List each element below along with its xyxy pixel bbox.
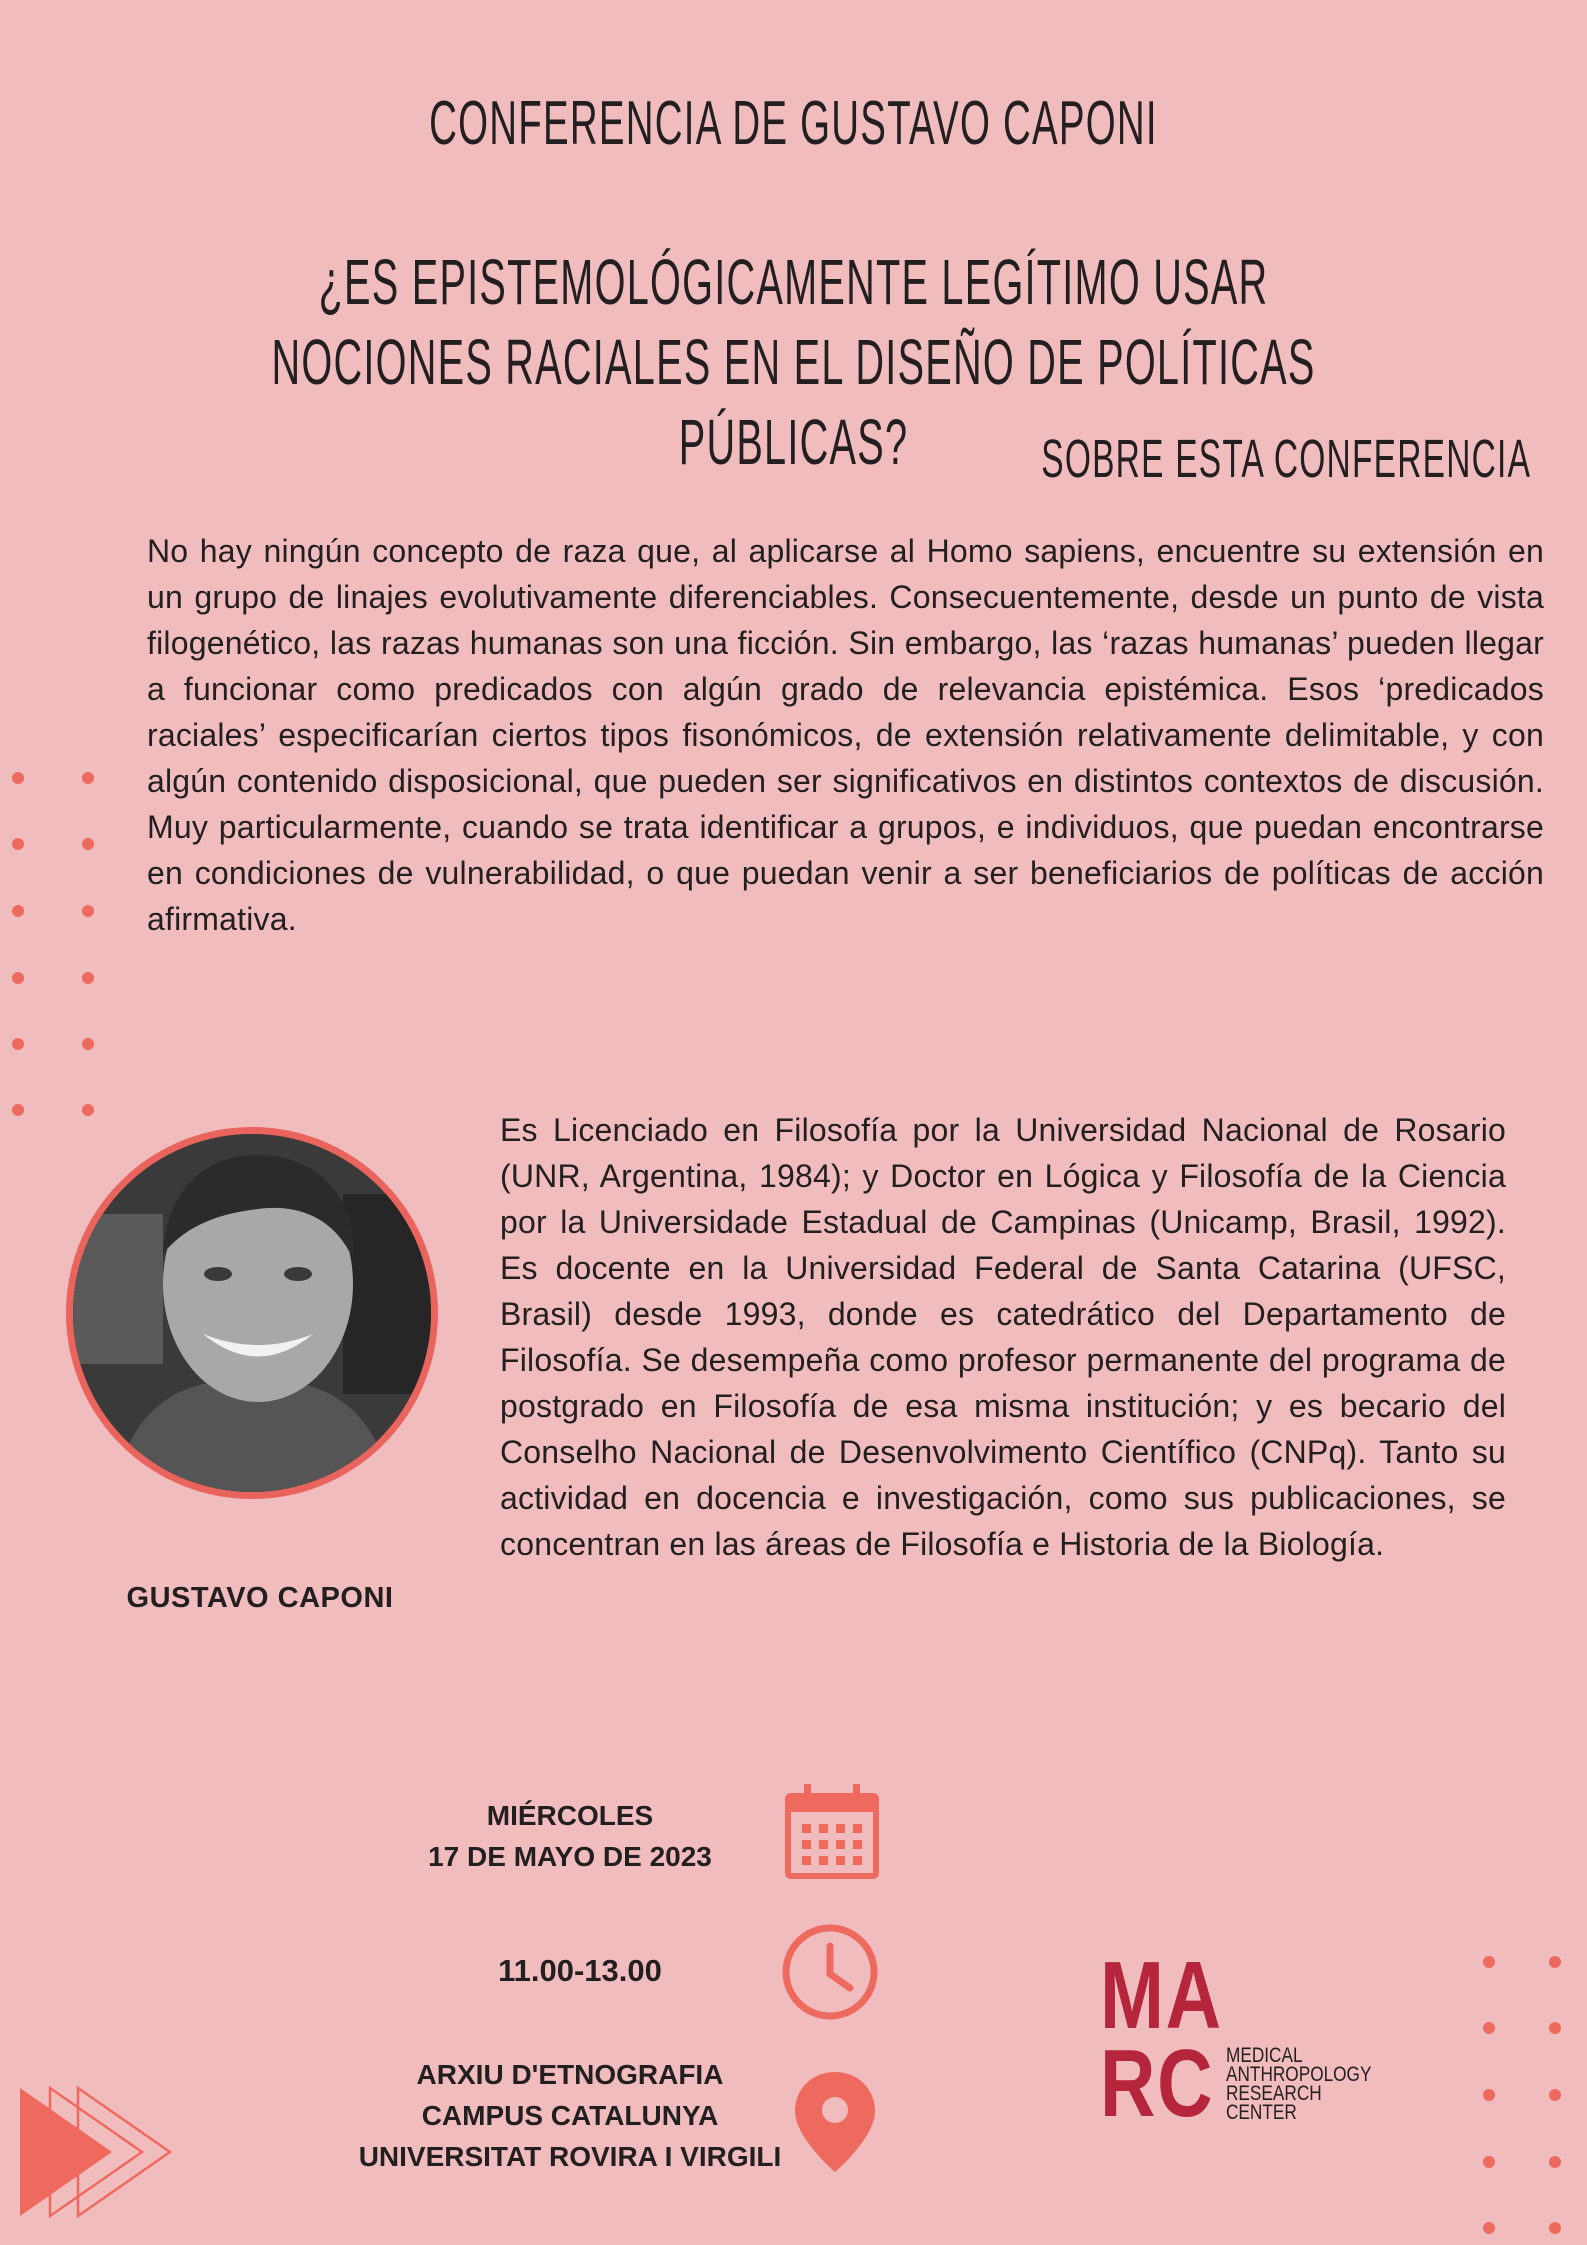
logo-letters-bottom: RC xyxy=(1100,2030,1215,2137)
event-day: MIÉRCOLES xyxy=(486,1800,654,1831)
play-arrows-icon xyxy=(18,2082,178,2227)
location-pin-icon xyxy=(793,2070,877,2179)
logo-sub-1: MEDICAL xyxy=(1226,2044,1303,2067)
speaker-bio: Es Licenciado en Filosofía por la Universidad Nacional de Rosario (UNR, Argentina, 1984); y Doctor en Lógica y Filosofía de la Ciencia por la Universidade Estadual de Campinas (Unicamp, Brasil, 1992). Es docente en la Universidad Federal de Santa Catarina (UFSC, Brasil) desde 1993, donde es catedrático del Departamento de Filosofía. Se desempeña como profesor permanente del programa de postgrado en Filosofía de esa misma institución; y es becario del Conselho Nacional de Desenvolvimento Científico (CNPq). Tanto su actividad en docencia e investigación, como sus publicaciones, se concentran en las áreas de Filosofía e Historia de la Biología. xyxy=(500,1112,1506,1562)
logo-subtitle xyxy=(1226,2046,1371,2122)
calendar-icon xyxy=(784,1782,880,1887)
clock-icon xyxy=(780,1922,880,2027)
logo-sub-2: ANTHROPOLOGY xyxy=(1226,2063,1372,2086)
logo-letters xyxy=(1100,1942,1223,2137)
venue-line-2: CAMPUS CATALUNYA xyxy=(421,2100,719,2131)
event-time-text: 11.00-13.00 xyxy=(498,1953,662,1988)
logo-letters-top: MA xyxy=(1100,1942,1223,2049)
logo-sub-4: CENTER xyxy=(1226,2101,1297,2124)
speaker-name: GUSTAVO CAPONI xyxy=(126,1582,394,1614)
speaker-photo xyxy=(66,1127,438,1499)
venue-line-1: ARXIU D'ETNOGRAFIA xyxy=(416,2059,724,2090)
decorative-dots-left xyxy=(12,772,102,1122)
logo-sub-3: RESEARCH xyxy=(1226,2082,1322,2105)
event-full-date: 17 DE MAYO DE 2023 xyxy=(428,1841,712,1872)
event-date xyxy=(380,1795,760,1877)
event-venue xyxy=(340,2054,800,2177)
decorative-dots-right xyxy=(1483,1956,1563,2245)
venue-line-3: UNIVERSITAT ROVIRA I VIRGILI xyxy=(358,2141,782,2172)
abstract-text: No hay ningún concepto de raza que, al aplicarse al Homo sapiens, encuentre su extensión en un grupo de linajes evolutivamente diferenciables. Consecuentemente, desde un punto de vista filogenético, las razas humanas son una ficción. Sin embargo, las ‘razas humanas’ pueden llegar a funcionar como predicados con algún grado de relevancia epistémica. Esos ‘predicados raciales’ especificarían ciertos tipos fisonómicos, de extensión relativamente delimitable, y con algún contenido disposicional, que pueden ser significativos en distintos contextos de discusión. Muy particularmente, cuando se trata identificar a grupos, e individuos, que puedan encontrarse en condiciones de vulnerabilidad, o que puedan venir a ser beneficiarios de políticas de acción afirmativa. xyxy=(147,533,1544,937)
event-time xyxy=(380,1950,780,1991)
talk-title: ¿ES EPISTEMOLÓGICAMENTE LEGÍTIMO USAR NOCIONES RACIALES EN EL DISEÑO DE POLÍTICAS PÚBLICAS? xyxy=(271,246,1316,478)
speaker-photo-image xyxy=(73,1134,431,1492)
about-heading: SOBRE ESTA CONFERENCIA xyxy=(1041,429,1531,489)
page-title: CONFERENCIA DE GUSTAVO CAPONI xyxy=(429,89,1158,158)
